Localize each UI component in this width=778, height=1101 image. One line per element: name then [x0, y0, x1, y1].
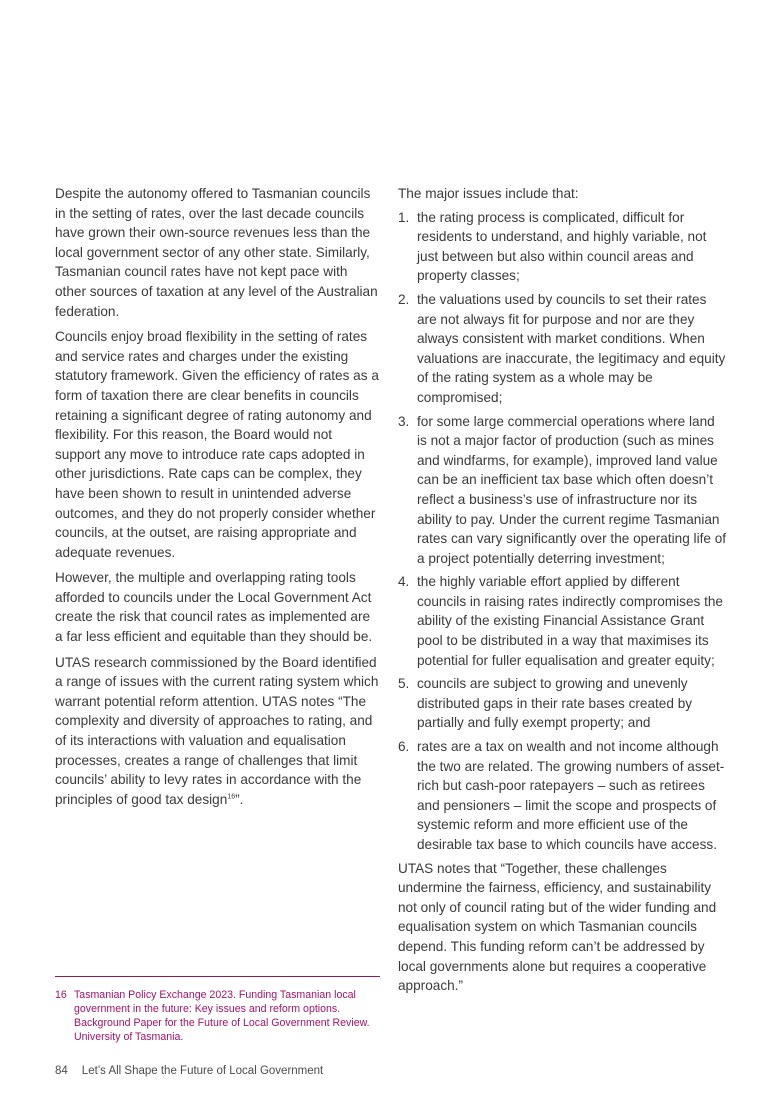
- document-title: Let’s All Shape the Future of Local Government: [81, 1065, 324, 1077]
- page-footer: [55, 1065, 323, 1077]
- list-item-number: 4.: [398, 574, 410, 590]
- right-column: [398, 184, 728, 1002]
- list-item: [398, 674, 728, 733]
- closing-quote: UTAS notes that “Together, these challenges undermine the fairness, efficiency, and sustainability not only of council rating but of the wider funding and equalisation system on which Tasmanian councils depend. This funding reform can’t be addressed by local governments alone but requires a cooperative approach.”: [398, 860, 717, 994]
- page-number: 84: [55, 1065, 68, 1077]
- footnote-number: 16: [55, 989, 67, 1001]
- footnote-text: Tasmanian Policy Exchange 2023. Funding Tasmanian local government in the future: Key issues and reform options. Background Paper for the Future of Local Government Review. University of Tasmania.: [74, 989, 370, 1043]
- paragraph-utas-research-end: ”.: [235, 791, 244, 807]
- list-item: [398, 208, 728, 286]
- list-item-number: 1.: [398, 209, 410, 225]
- list-item: [398, 290, 728, 408]
- list-item-text: councils are subject to growing and unevenly distributed gaps in their rate bases created by partially and fully exempt property; and: [417, 676, 693, 731]
- list-item-text: the rating process is complicated, difficult for residents to understand, and highly variable, not just between but also within council areas and property classes;: [417, 209, 707, 284]
- footnote-divider: [55, 976, 380, 977]
- left-column: [55, 184, 381, 815]
- paragraph-flexibility: Councils enjoy broad flexibility in the setting of rates and service rates and charges under the existing statutory framework. Given the efficiency of rates as a form of taxation there are clear benefits in councils retaining a significant degree of rating autonomy and flexibility. For this reason, the Board would not support any move to introduce rate caps adopted in other jurisdictions. Rate caps can be complex, they have been shown to result in unintended adverse outcomes, and they do not properly consider whether councils, at the outset, are raising appropriate and adequate revenues.: [55, 329, 379, 560]
- paragraph-rating-tools: However, the multiple and overlapping rating tools afforded to councils under the Local Government Act create the risk that council rates as implemented are a far less efficient and equitable than they should be.: [55, 570, 373, 645]
- list-item: [398, 572, 728, 670]
- list-item: [398, 412, 728, 569]
- list-item-text: the valuations used by councils to set their rates are not always fit for purpose and nor are they always consistent with market conditions. When valuations are inaccurate, the legitimacy and equity of the rating system as a whole may be compromised;: [417, 291, 726, 405]
- list-item-text: the highly variable effort applied by different councils in raising rates indirectly compromises the ability of the existing Financial Assistance Grant pool to be distributed in a way that maximises its potential for fuller equalisation and greater equity;: [417, 574, 723, 668]
- list-item-number: 2.: [398, 291, 410, 307]
- paragraph-utas-research-text: UTAS research commissioned by the Board identified a range of issues with the current rating system which warrant potential reform attention. UTAS notes “The complexity and diversity of approaches to rating, and of its interactions with valuation and equalisation processes, creates a range of challenges that limit councils’ ability to levy rates in accordance with the principles of good tax design: [55, 654, 379, 807]
- footnote-reference[interactable]: 16: [227, 793, 236, 801]
- list-item-text: for some large commercial operations where land is not a major factor of production (such as mines and windfarms, for example), improved land value can be an inefficient tax base which often doesn’t reflect a business’s use of infrastructure nor its ability to pay. Under the current regime Tasmanian rates can vary significantly over the operating life of a project potentially deterring investment;: [417, 413, 727, 566]
- paragraph-utas-research: [55, 653, 381, 810]
- paragraph-autonomy: Despite the autonomy offered to Tasmanian councils in the setting of rates, over the last decade councils have grown their own-source revenues less than the local government sector of any other state. Similarly, Tasmanian council rates have not kept pace with other sources of taxation at any level of the Australian federation.: [55, 186, 378, 319]
- issues-intro: The major issues include that:: [398, 186, 579, 201]
- list-item-number: 5.: [398, 676, 410, 692]
- footnote: [55, 988, 381, 1044]
- list-item-number: 6.: [398, 739, 410, 755]
- list-item: [398, 737, 728, 855]
- list-item-number: 3.: [398, 413, 410, 429]
- list-item-text: rates are a tax on wealth and not income although the two are related. The growing numbers of asset-rich but cash-poor ratepayers – such as retirees and pensioners – limit the scope and prospects of systemic reform and more efficient use of the desirable tax base to which councils have access.: [417, 739, 725, 852]
- issues-list: [398, 208, 728, 855]
